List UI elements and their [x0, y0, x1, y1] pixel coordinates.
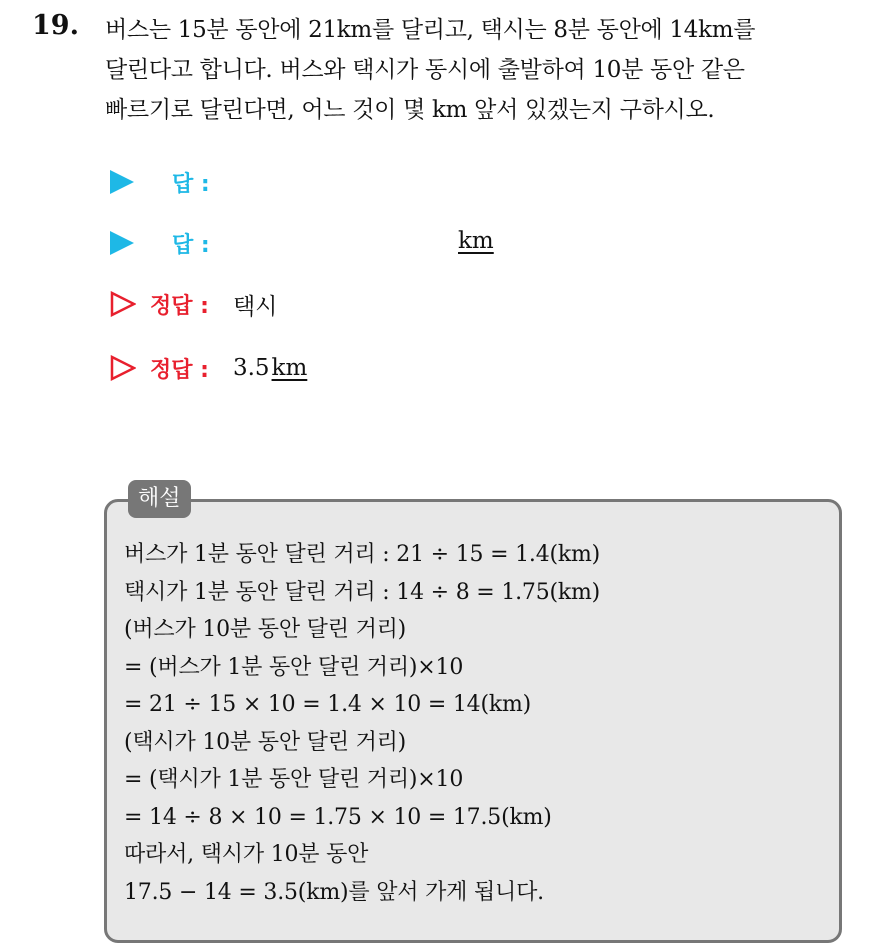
correct-answer-row-1	[110, 287, 277, 321]
triangle-outline-icon	[110, 291, 136, 317]
correct-answer-row-2	[110, 351, 307, 385]
solution-line: 버스가 1분 동안 달린 거리 : 21 ÷ 15 = 1.4(km)	[124, 542, 601, 567]
solution-line: (버스가 10분 동안 달린 거리)	[124, 617, 407, 642]
question-line: 빠르기로 달린다면, 어느 것이 몇 km 앞서 있겠는지 구하시오.	[105, 97, 715, 123]
answer-unit: km	[458, 228, 494, 254]
play-triangle-icon	[110, 170, 134, 194]
question-line: 달린다고 합니다. 버스와 택시가 동시에 출발하여 10분 동안 같은	[105, 57, 745, 83]
correct-answer-label: 정답 :	[150, 357, 209, 383]
solution-line: = 21 ÷ 15 × 10 = 1.4 × 10 = 14(km)	[124, 692, 532, 717]
solution-line: = (버스가 1분 동안 달린 거리)×10	[124, 654, 464, 680]
question-text	[105, 10, 875, 130]
question-number: 19.	[32, 10, 79, 41]
correct-answer-value: 3.5	[232, 355, 270, 381]
triangle-outline-icon	[110, 355, 136, 381]
correct-answer-value: 택시	[232, 293, 278, 320]
correct-answer-unit: km	[271, 355, 308, 381]
solution-line: 17.5 − 14 = 3.5(km)를 앞서 가게 됩니다.	[124, 879, 544, 905]
solution-line: = (택시가 1분 동안 달린 거리)×10	[124, 767, 464, 792]
answer-label: 답 :	[172, 171, 210, 197]
correct-answer-label: 정답 :	[150, 293, 209, 319]
answer-blank-row-1[interactable]	[110, 165, 210, 199]
play-triangle-icon	[110, 231, 134, 255]
answer-blank-row-2[interactable]	[110, 226, 510, 260]
solution-line: (택시가 10분 동안 달린 거리)	[124, 729, 407, 755]
solution-line: 택시가 1분 동안 달린 거리 : 14 ÷ 8 = 1.75(km)	[124, 579, 601, 605]
solution-title: 해설	[128, 480, 191, 518]
answer-label: 답 :	[172, 232, 210, 258]
solution-content	[124, 536, 834, 911]
solution-line: = 14 ÷ 8 × 10 = 1.75 × 10 = 17.5(km)	[124, 804, 552, 830]
question-line: 버스는 15분 동안에 21km를 달리고, 택시는 8분 동안에 14km를	[105, 17, 756, 43]
solution-line: 따라서, 택시가 10분 동안	[124, 842, 369, 867]
